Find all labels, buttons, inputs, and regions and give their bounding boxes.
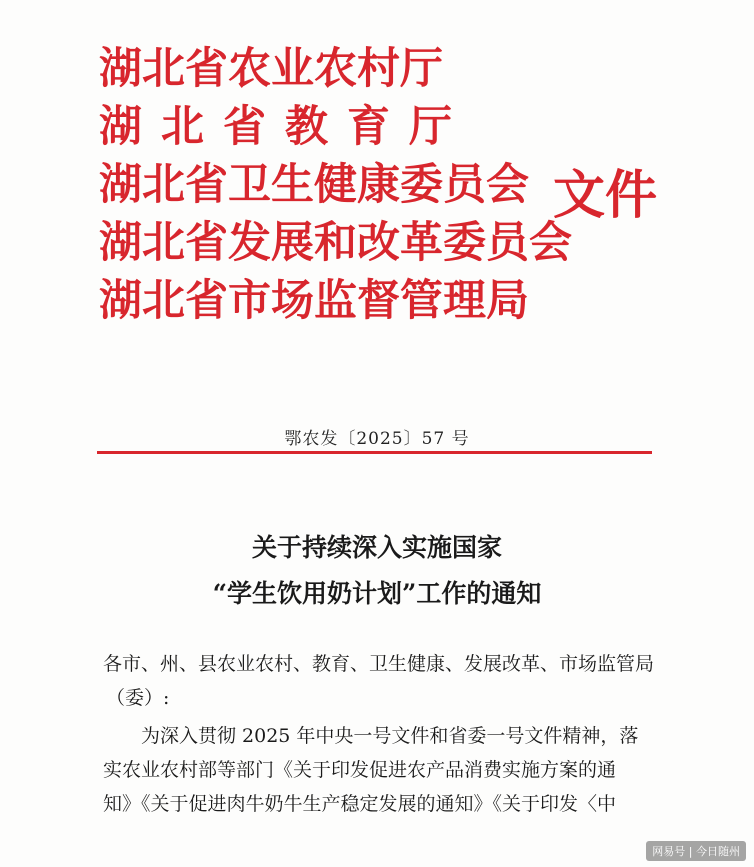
document-type-label: 文件: [553, 166, 658, 226]
paragraph-line-1: 为深入贯彻 2025 年中央一号文件和省委一号文件精神，落: [141, 725, 639, 747]
source-watermark: 网易号 | 今日随州: [646, 841, 746, 861]
paragraph-line-2: 实农业农村部等部门《关于印发促进农产品消费实施方案的通: [103, 759, 617, 781]
salutation-line-1: 各市、州、县农业农村、教育、卫生健康、发展改革、市场监管局: [103, 653, 655, 675]
red-divider-line: [97, 451, 652, 454]
agency-line-development-reform: 湖北省发展和改革委员会: [99, 218, 572, 268]
issuing-agencies: [99, 40, 572, 330]
agency-line-agriculture: 湖北省农业农村厅: [99, 44, 443, 94]
agency-line-education: 湖北省教育厅: [99, 102, 471, 152]
title-line-1: 关于持续深入实施国家: [251, 533, 502, 562]
title-line-2: “学生饮用奶计划”工作的通知: [212, 579, 542, 608]
agency-line-market-regulation: 湖北省市场监督管理局: [99, 276, 529, 326]
agency-line-health: 湖北省卫生健康委员会: [99, 160, 529, 210]
paragraph-line-3: 知》《关于促进肉牛奶牛生产稳定发展的通知》《关于印发〈中: [103, 793, 617, 815]
document-number: 鄂农发〔2025〕57 号: [284, 429, 470, 449]
salutation-line-2: （委）:: [106, 687, 170, 709]
document-body: [103, 647, 663, 821]
document-title: [0, 525, 754, 617]
